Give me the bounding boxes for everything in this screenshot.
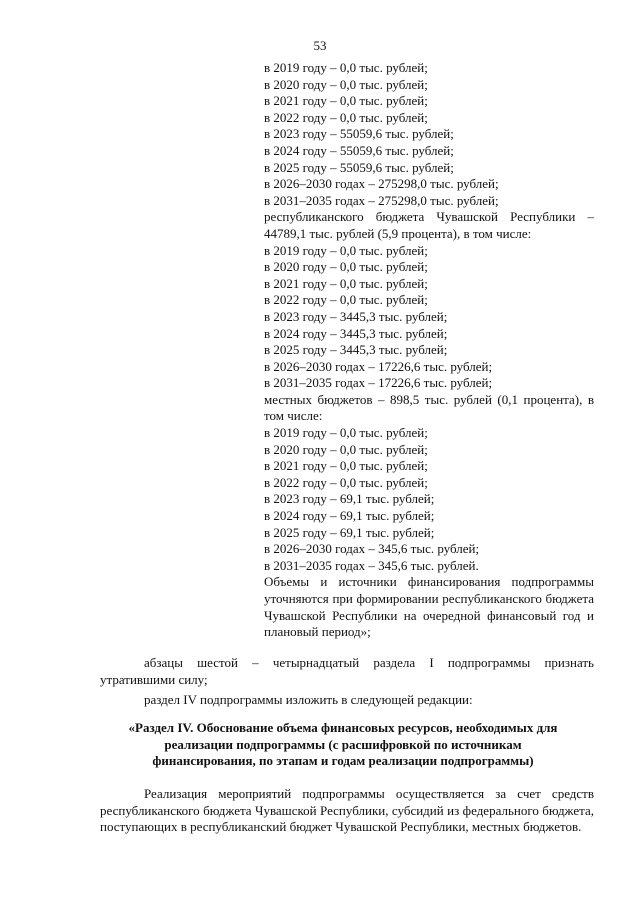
- funding-line: в 2023 году – 3445,3 тыс. рублей;: [264, 308, 448, 324]
- repeal-paragraph: абзацы шестой – четырнадцатый раздела I подпрограммы признать утратившими силу;: [100, 655, 594, 687]
- funding-line: в 2025 году – 3445,3 тыс. рублей;: [264, 342, 448, 358]
- funding-line: в 2026–2030 годах – 17226,6 тыс. рублей;: [264, 358, 493, 374]
- funding-line: в 2021 году – 0,0 тыс. рублей;: [264, 93, 428, 109]
- funding-line: в 2019 году – 0,0 тыс. рублей;: [264, 242, 428, 258]
- funding-line: в 2026–2030 годах – 275298,0 тыс. рублей;: [264, 176, 499, 192]
- funding-line: в 2020 году – 0,0 тыс. рублей;: [264, 76, 428, 92]
- funding-line: в 2031–2035 годах – 17226,6 тыс. рублей;: [264, 375, 493, 391]
- funding-line: в 2023 году – 55059,6 тыс. рублей;: [264, 126, 454, 142]
- funding-line: в 2022 году – 0,0 тыс. рублей;: [264, 292, 428, 308]
- funding-line: в 2024 году – 69,1 тыс. рублей;: [264, 508, 435, 524]
- funding-line: в 2031–2035 годах – 345,6 тыс. рублей.: [264, 557, 479, 573]
- funding-breakdown: [264, 60, 594, 641]
- funding-line: в 2026–2030 годах – 345,6 тыс. рублей;: [264, 541, 480, 557]
- funding-line: в 2025 году – 55059,6 тыс. рублей;: [264, 159, 454, 175]
- republican-budget-summary: республиканского бюджета Чувашской Республики – 44789,1 тыс. рублей (5,9 процента), в том числе:: [264, 209, 594, 241]
- page-number: 53: [313, 38, 327, 53]
- funding-line: в 2023 году – 69,1 тыс. рублей;: [264, 491, 435, 507]
- funding-line: в 2021 году – 0,0 тыс. рублей;: [264, 275, 428, 291]
- funding-line: в 2024 году – 55059,6 тыс. рублей;: [264, 142, 454, 158]
- funding-line: в 2022 году – 0,0 тыс. рублей;: [264, 474, 428, 490]
- funding-line: в 2021 году – 0,0 тыс. рублей;: [264, 458, 428, 474]
- funding-line: в 2031–2035 годах – 275298,0 тыс. рублей;: [264, 192, 499, 208]
- funding-line: в 2022 году – 0,0 тыс. рублей;: [264, 109, 428, 125]
- funding-line: в 2024 году – 3445,3 тыс. рублей;: [264, 325, 448, 341]
- funding-line: в 2025 году – 69,1 тыс. рублей;: [264, 524, 435, 540]
- funding-line: в 2020 году – 0,0 тыс. рублей;: [264, 441, 428, 457]
- section-iv-intro-paragraph: раздел IV подпрограммы изложить в следующей редакции:: [144, 692, 473, 707]
- funding-line: в 2020 году – 0,0 тыс. рублей;: [264, 259, 428, 275]
- implementation-paragraph: Реализация мероприятий подпрограммы осуществляется за счет средств республиканского бюджета Чувашской Республики, субсидий из федерального бюджета, поступающих в республиканский бюджет Чувашской Республики, местных бюджетов.: [100, 786, 594, 835]
- funding-line: в 2019 году – 0,0 тыс. рублей;: [264, 60, 428, 75]
- funding-line: в 2019 году – 0,0 тыс. рублей;: [264, 425, 428, 441]
- section-iv-heading: «Раздел IV. Обоснование объема финансовых ресурсов, необходимых для реализации подпрограммы (с расшифровкой по источникам финансирования, по этапам и годам реализации подпрограммы): [128, 720, 558, 769]
- local-budget-summary: местных бюджетов – 898,5 тыс. рублей (0,1 процента), в том числе:: [264, 391, 594, 424]
- funding-clarification-note: Объемы и источники финансирования подпрограммы уточняются при формировании республиканского бюджета Чувашской Республики на очередной финансовый год и плановый период»;: [264, 574, 594, 640]
